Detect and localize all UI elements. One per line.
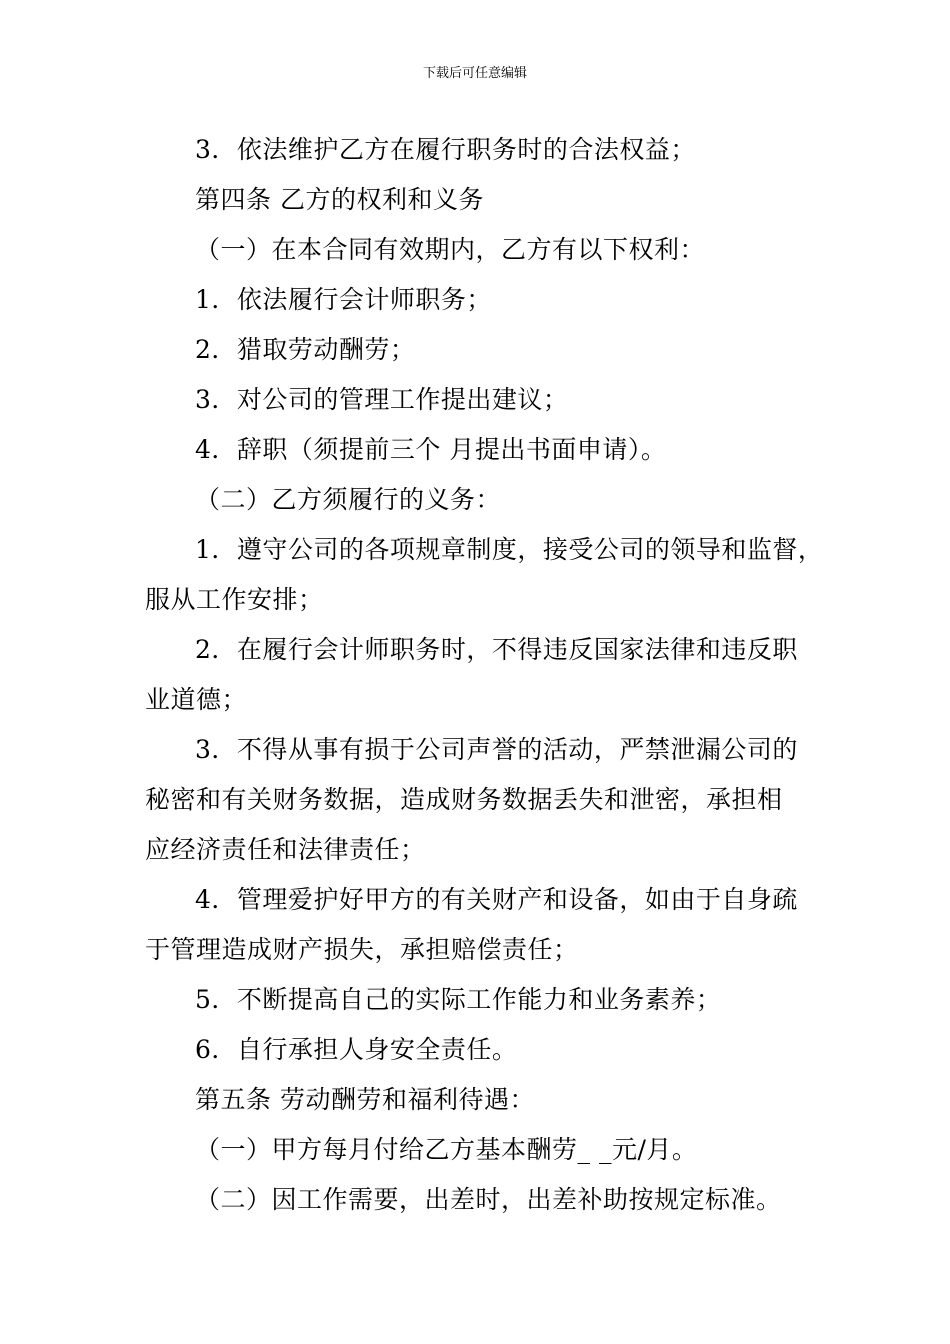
section-heading: 第五条 劳动酬劳和福利待遇： — [195, 1085, 535, 1114]
page-header: 下载后可任意编辑 — [422, 66, 527, 81]
section-heading: 第四条 乙方的权利和义务 — [195, 185, 484, 214]
text-line: 服从工作安排； — [145, 585, 324, 614]
text-line: 秘密和有关财务数据，造成财务数据丢失和泄密，承担相 — [145, 785, 783, 814]
text-line: 3．对公司的管理工作提出建议； — [195, 385, 569, 414]
text-line: 2．在履行会计师职务时，不得违反国家法律和违反职 — [195, 635, 798, 664]
text-line: 3．依法维护乙方在履行职务时的合法权益； — [195, 135, 696, 164]
text-line: 4．辞职（须提前三个 月提出书面申请）。 — [195, 435, 667, 464]
text-line: 4．管理爱护好甲方的有关财产和设备，如由于自身疏 — [195, 885, 798, 914]
text-line: 5．不断提高自己的实际工作能力和业务素养； — [195, 985, 722, 1014]
text-line: 应经济责任和法律责任； — [145, 835, 426, 864]
text-line: （二）因工作需要，出差时，出差补助按规定标准。 — [195, 1185, 782, 1214]
text-line: （二）乙方须履行的义务： — [195, 485, 502, 514]
text-line: 2．猎取劳动酬劳； — [195, 335, 416, 364]
text-line: 于管理造成财产损失，承担赔偿责任； — [145, 935, 579, 964]
text-line: 3．不得从事有损于公司声誉的活动，严禁泄漏公司的 — [195, 735, 798, 764]
text-line: 业道德； — [145, 685, 248, 714]
text-line: 6．自行承担人身安全责任。 — [195, 1035, 518, 1064]
text-line: 1．依法履行会计师职务； — [195, 285, 492, 314]
text-line: 1．遵守公司的各项规章制度，接受公司的领导和监督， — [195, 535, 824, 564]
text-line: （一）甲方每月付给乙方基本酬劳_ _元/月。 — [195, 1135, 698, 1164]
text-line: （一）在本合同有效期内，乙方有以下权利： — [195, 235, 706, 264]
